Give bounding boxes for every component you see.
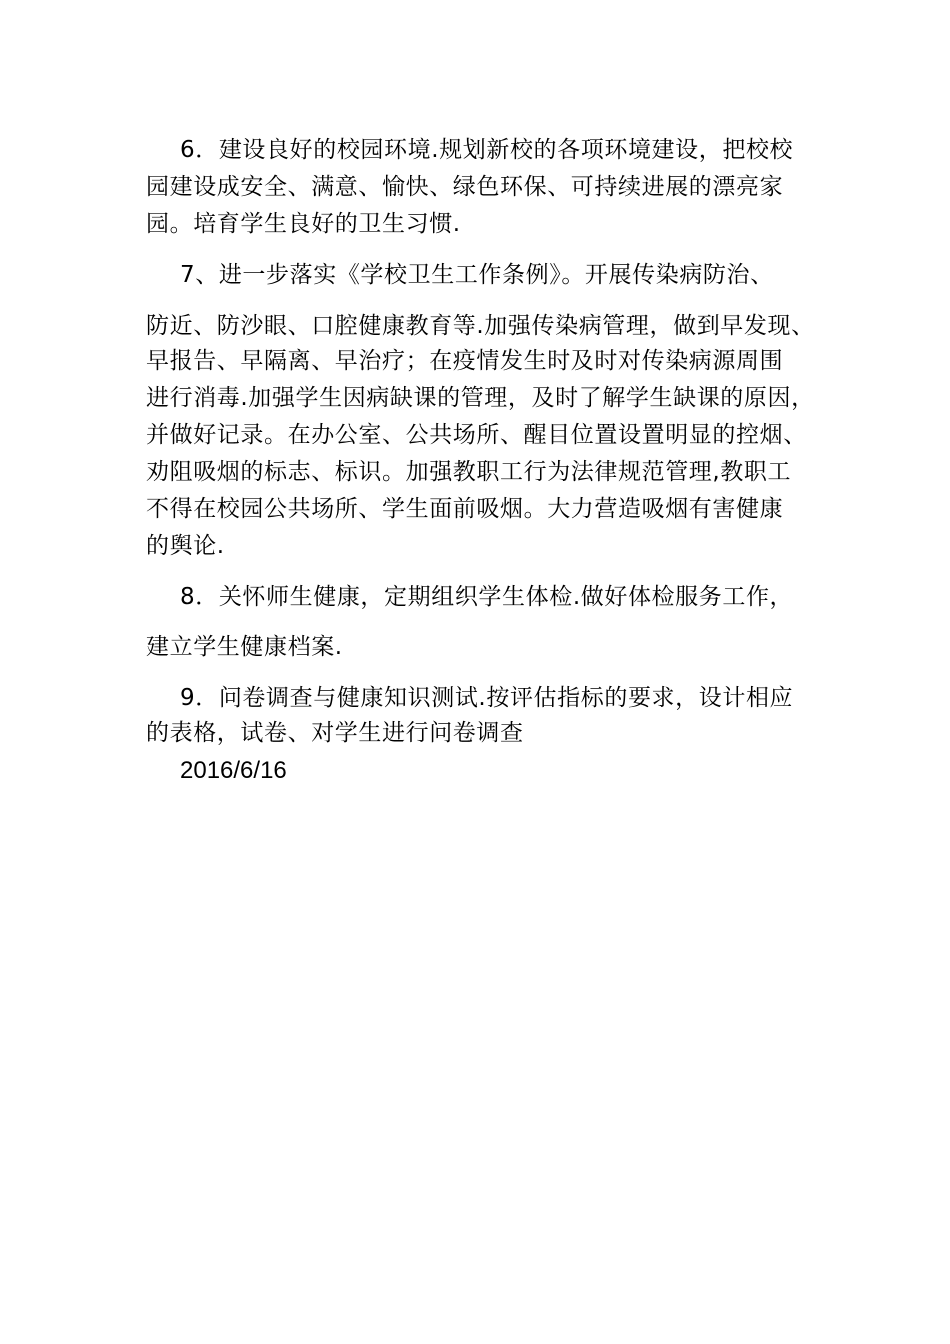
item-6-line-3: 园。培育学生良好的卫生习惯. <box>146 211 461 237</box>
item-7-line-6: 劝阻吸烟的标志、标识。加强教职工行为法律规范管理,教职工 <box>146 459 792 485</box>
item-8-line-1: 8．关怀师生健康，定期组织学生体检.做好体检服务工作， <box>180 584 794 610</box>
item-6-line-2: 园建设成安全、满意、愉快、绿色环保、可持续进展的漂亮家 <box>146 174 784 200</box>
item-7-line-3: 早报告、早隔离、早治疗；在疫情发生时及时对传染病源周围 <box>146 348 784 374</box>
item-9-line-1: 9．问卷调查与健康知识测试.按评估指标的要求，设计相应 <box>180 685 794 711</box>
item-7-line-4: 进行消毒.加强学生因病缺课的管理，及时了解学生缺课的原因， <box>146 385 815 411</box>
item-7-line-5: 并做好记录。在办公室、公共场所、醒目位置设置明显的控烟、 <box>146 422 807 448</box>
item-9-line-2: 的表格，试卷、对学生进行问卷调查 <box>146 720 524 746</box>
item-6-line-1: 6．建设良好的校园环境.规划新校的各项环境建设，把校校 <box>180 137 794 163</box>
item-7-line-1: 7、进一步落实《学校卫生工作条例》。开展传染病防治、 <box>180 262 774 288</box>
document-date: 2016/6/16 <box>180 757 287 784</box>
item-7-line-8: 的舆论. <box>146 533 225 559</box>
item-8-line-2: 建立学生健康档案. <box>146 634 343 660</box>
item-7-line-7: 不得在校园公共场所、学生面前吸烟。大力营造吸烟有害健康 <box>146 496 784 522</box>
item-7-line-2: 防近、防沙眼、口腔健康教育等.加强传染病管理，做到早发现、 <box>146 313 815 339</box>
